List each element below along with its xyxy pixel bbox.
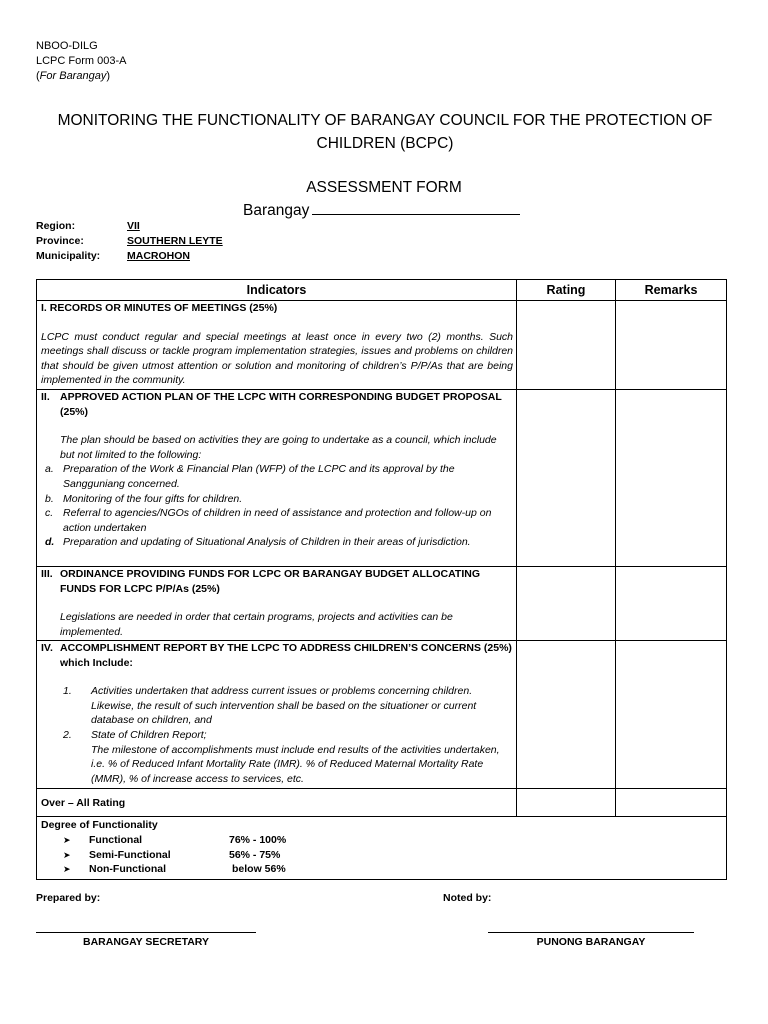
location-info [36, 219, 223, 264]
province-value: SOUTHERN LEYTE [127, 235, 223, 247]
degree-row: ➤ Non-Functional below 56% [41, 862, 722, 877]
table-row [37, 567, 727, 641]
form-name: ASSESSMENT FORM [306, 179, 462, 196]
noter-title: PUNONG BARANGAY [536, 936, 646, 948]
table-header-row [37, 280, 727, 301]
list-item: 2. State of Children Report; The milestone of accomplishments must include end results of the activities undertaken, i.e. % of Reduced Infant Mortality Rate (IMR). % of Reduced Maternal Mortality Rate (MMR), % of increase access to services, etc. [63, 728, 500, 785]
barangay-blank-line [312, 201, 520, 215]
section-1-body: LCPC must conduct regular and special meetings at least once in every two (2) months. Such meetings shall discuss or tackle program implementation strategies, issues and problems on children that should be given utmost attention or solution and monitoring of children’s P/P/As that are being implemented in the community. [41, 330, 513, 387]
title-line-2: CHILDREN (BCPC) [316, 135, 454, 152]
section-3-body: Legislations are needed in order that certain programs, projects and activities can be implemented. [60, 611, 453, 638]
degree-row: ➤ Functional 76% - 100% [41, 833, 722, 848]
preparer-title: BARANGAY SECRETARY [82, 936, 210, 948]
form-number: LCPC Form 003-A [36, 55, 127, 67]
list-item: c. Referral to agencies/NGOs of children in need of assistance and protection and follow-up on action undertaken [45, 507, 492, 534]
section-3-number: III. [41, 568, 53, 580]
section-2-number: II. [41, 391, 50, 403]
section-4-number: IV. [41, 642, 53, 654]
region-value: VII [127, 220, 140, 232]
noted-by-label: Noted by: [443, 892, 492, 904]
overall-remarks-cell[interactable] [616, 789, 727, 817]
remarks-cell[interactable] [616, 567, 727, 641]
table-row [37, 789, 727, 817]
region-label: Region: [36, 220, 76, 232]
noter-signature-line[interactable] [488, 932, 694, 933]
form-scope: (For Barangay) [36, 70, 110, 82]
degree-label: Degree of Functionality [41, 819, 158, 831]
barangay-label: Barangay [243, 202, 310, 219]
overall-rating-cell[interactable] [517, 789, 616, 817]
rating-cell[interactable] [517, 641, 616, 789]
list-item: a. Preparation of the Work & Financial Plan (WFP) of the LCPC and its approval by the Sangguniang concerned. [45, 463, 455, 490]
arrow-bullet-icon: ➤ [63, 834, 71, 845]
degree-row: ➤ Semi-Functional 56% - 75% [41, 848, 722, 863]
preparer-signature-line[interactable] [36, 932, 256, 933]
municipality-value: MACROHON [127, 250, 190, 262]
degree-of-functionality [37, 817, 726, 879]
table-row [37, 390, 727, 567]
section-2-title: APPROVED ACTION PLAN OF THE LCPC WITH CORRESPONDING BUDGET PROPOSAL (25%) [60, 391, 502, 418]
arrow-bullet-icon: ➤ [63, 864, 71, 875]
municipality-label: Municipality: [36, 250, 101, 262]
list-item: b. Monitoring of the four gifts for children. [45, 492, 243, 505]
list-item: 1. Activities undertaken that address current issues or problems concerning children. Likewise, the result of such intervention shall be based on the situationer or current database on children, and [63, 685, 477, 727]
overall-rating-label: Over – All Rating [41, 797, 126, 809]
form-header-codes [36, 39, 126, 84]
section-1-title: I. RECORDS OR MINUTES OF MEETINGS (25%) [41, 302, 278, 314]
barangay-field [243, 201, 520, 221]
province-label: Province: [36, 235, 84, 247]
header-remarks: Remarks [616, 280, 727, 301]
table-row [37, 301, 727, 390]
section-4-title: ACCOMPLISHMENT REPORT BY THE LCPC TO ADDRESS CHILDREN’S CONCERNS (25%) which Include: [60, 642, 512, 669]
title-line-1: MONITORING THE FUNCTIONALITY OF BARANGAY COUNCIL FOR THE PROTECTION OF [57, 112, 713, 129]
list-item: d. Preparation and updating of Situational Analysis of Children in their areas of jurisdiction. [45, 536, 471, 549]
assessment-table [36, 279, 727, 880]
rating-cell[interactable] [517, 567, 616, 641]
table-row [37, 641, 727, 789]
remarks-cell[interactable] [616, 390, 727, 567]
remarks-cell[interactable] [616, 641, 727, 789]
document-title [30, 109, 740, 155]
rating-cell[interactable] [517, 390, 616, 567]
header-indicators: Indicators [37, 280, 517, 301]
section-3-title: ORDINANCE PROVIDING FUNDS FOR LCPC OR BARANGAY BUDGET ALLOCATING FUNDS FOR LCPC P/P/As (25%) [60, 568, 481, 595]
prepared-by-label: Prepared by: [36, 892, 101, 904]
agency-code: NBOO-DILG [36, 40, 98, 52]
header-rating: Rating [517, 280, 616, 301]
section-2-intro: The plan should be based on activities they are going to undertake as a council, which include but not limited to the following: [60, 434, 497, 461]
remarks-cell[interactable] [616, 301, 727, 390]
rating-cell[interactable] [517, 301, 616, 390]
section-4-item-2-note: The milestone of accomplishments must include end results of the activities undertaken, i.e. % of Reduced Infant Mortality Rate (IMR). % of Reduced Maternal Mortality Rate (MMR), % of increase access to services, etc. [91, 743, 500, 785]
table-row [37, 817, 727, 880]
arrow-bullet-icon: ➤ [63, 849, 71, 860]
